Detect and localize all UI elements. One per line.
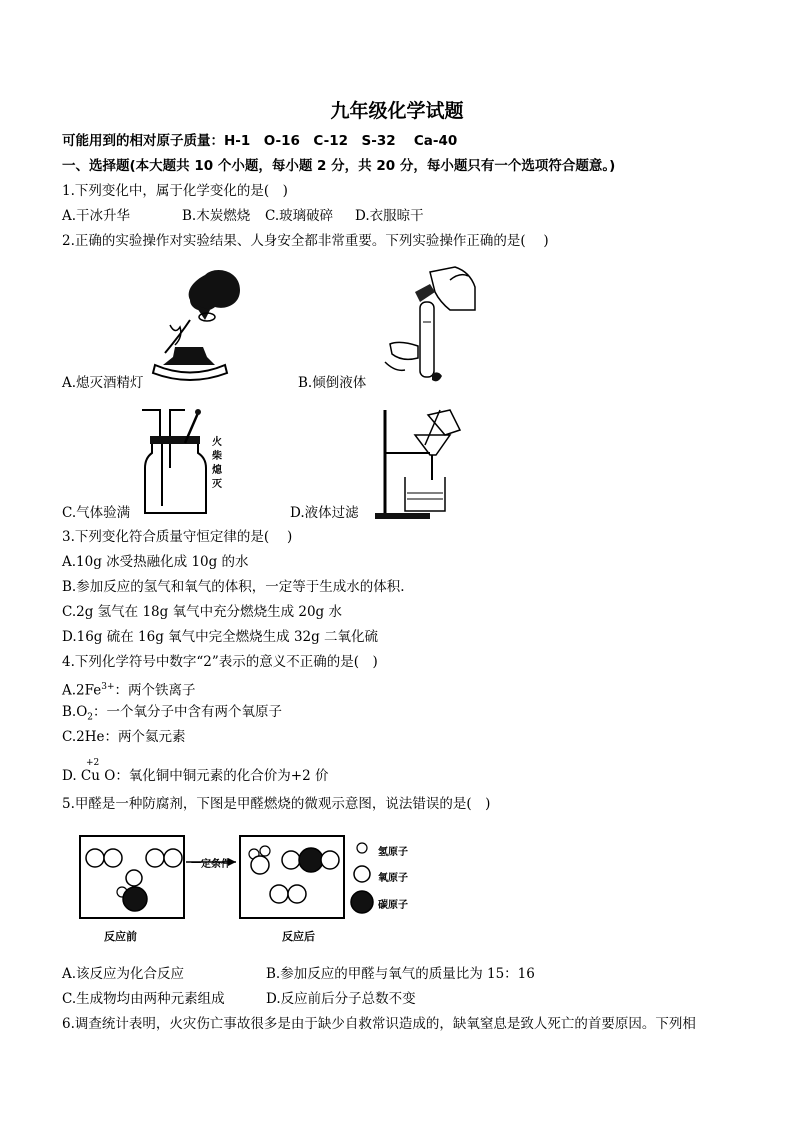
match-label-char: 灭 (212, 479, 222, 490)
atomic-masses: 可能用到的相对原子质量：H-1 O-16 C-12 S-32 Ca-40 (62, 133, 458, 149)
q3-option-a: A.10g 冰受热融化成 10g 的水 (62, 554, 249, 570)
q4-stem: 4.下列化学符号中数字“2”表示的意义不正确的是( ) (62, 654, 378, 670)
q1-option-b: B.木炭燃烧 (182, 208, 251, 224)
match-label-char: 柴 (212, 451, 222, 462)
legend-carbon: 碳原子 (378, 900, 408, 911)
gas-bottle-illustration (140, 408, 260, 518)
q4-a-charge: 3+ (101, 682, 115, 692)
match-label-char: 熄 (212, 465, 222, 476)
q4-a-formula: A.2Fe (62, 682, 102, 699)
q3-option-d: D.16g 硫在 16g 氧气中完全燃烧生成 32g 二氧化硫 (62, 629, 379, 645)
section-heading: 一、选择题(本大题共 10 个小题，每小题 2 分，共 20 分，每小题只有一个选项符合题意。) (62, 158, 616, 174)
legend-oxygen: 氧原子 (378, 873, 408, 884)
q5-option-a: A.该反应为化合反应 (62, 966, 185, 982)
q3-option-c: C.2g 氢气在 18g 氧气中充分燃烧生成 20g 水 (62, 604, 342, 620)
q4-d-formula: D. Cu O (62, 768, 116, 784)
before-label: 反应前 (104, 930, 137, 943)
q2-option-a: A.熄灭酒精灯 (62, 375, 144, 391)
q4-b-formula: B.O (62, 704, 88, 720)
q4-a-meaning: ：两个铁离子 (114, 682, 196, 699)
reaction-diagram (78, 832, 428, 922)
q4-option-c: C.2He：两个氦元素 (62, 729, 186, 745)
q4-b-meaning: ：一个氧分子中含有两个氧原子 (93, 704, 283, 720)
q5-option-b: B.参加反应的甲醛与氧气的质量比为 15：16 (266, 966, 535, 982)
legend-hydrogen: 氢原子 (378, 847, 408, 858)
q1-option-a: A.干冰升华 (62, 208, 131, 224)
q1-option-d: D.衣服晾干 (355, 208, 424, 224)
q5-option-c: C.生成物均由两种元素组成 (62, 991, 225, 1007)
q4-option-d (62, 767, 329, 785)
q5-stem: 5.甲醛是一种防腐剂，下图是甲醛燃烧的微观示意图，说法错误的是( ) (62, 796, 491, 812)
q4-option-b (62, 703, 282, 727)
q2-option-b: B.倾倒液体 (298, 375, 367, 391)
q2-stem: 2.正确的实验操作对实验结果、人身安全都非常重要。下列实验操作正确的是( ) (62, 233, 549, 249)
q3-stem: 3.下列变化符合质量守恒定律的是( ) (62, 529, 293, 545)
q1-stem: 1.下列变化中，属于化学变化的是( ) (62, 183, 288, 199)
q4-b-subscript: 2 (87, 712, 94, 723)
q6-stem: 6.调查统计表明，火灾伤亡事故很多是由于缺少自救常识造成的，缺氧窒息是致人死亡的首要原因。下列相 (62, 1016, 696, 1032)
after-label: 反应后 (282, 930, 315, 943)
match-label (212, 436, 224, 492)
q2-option-c: C.气体验满 (62, 505, 131, 521)
alcohol-lamp-illustration (145, 265, 245, 385)
q4-d-meaning: ：氧化铜中铜元素的化合价为+2 价 (115, 768, 329, 784)
condition-label: 一定条件 (191, 859, 231, 870)
match-label-char: 火 (212, 437, 222, 448)
q4-d-valence: +2 (86, 758, 100, 768)
q5-option-d: D.反应前后分子总数不变 (266, 991, 416, 1007)
q2-option-d: D.液体过滤 (290, 505, 359, 521)
filtration-illustration (370, 405, 470, 525)
q4-option-a (62, 678, 196, 700)
pouring-liquid-illustration (380, 262, 490, 387)
q1-option-c: C.玻璃破碎 (265, 208, 334, 224)
q3-option-b: B.参加反应的氢气和氧气的体积，一定等于生成水的体积. (62, 579, 405, 595)
page-title: 九年级化学试题 (330, 100, 464, 122)
